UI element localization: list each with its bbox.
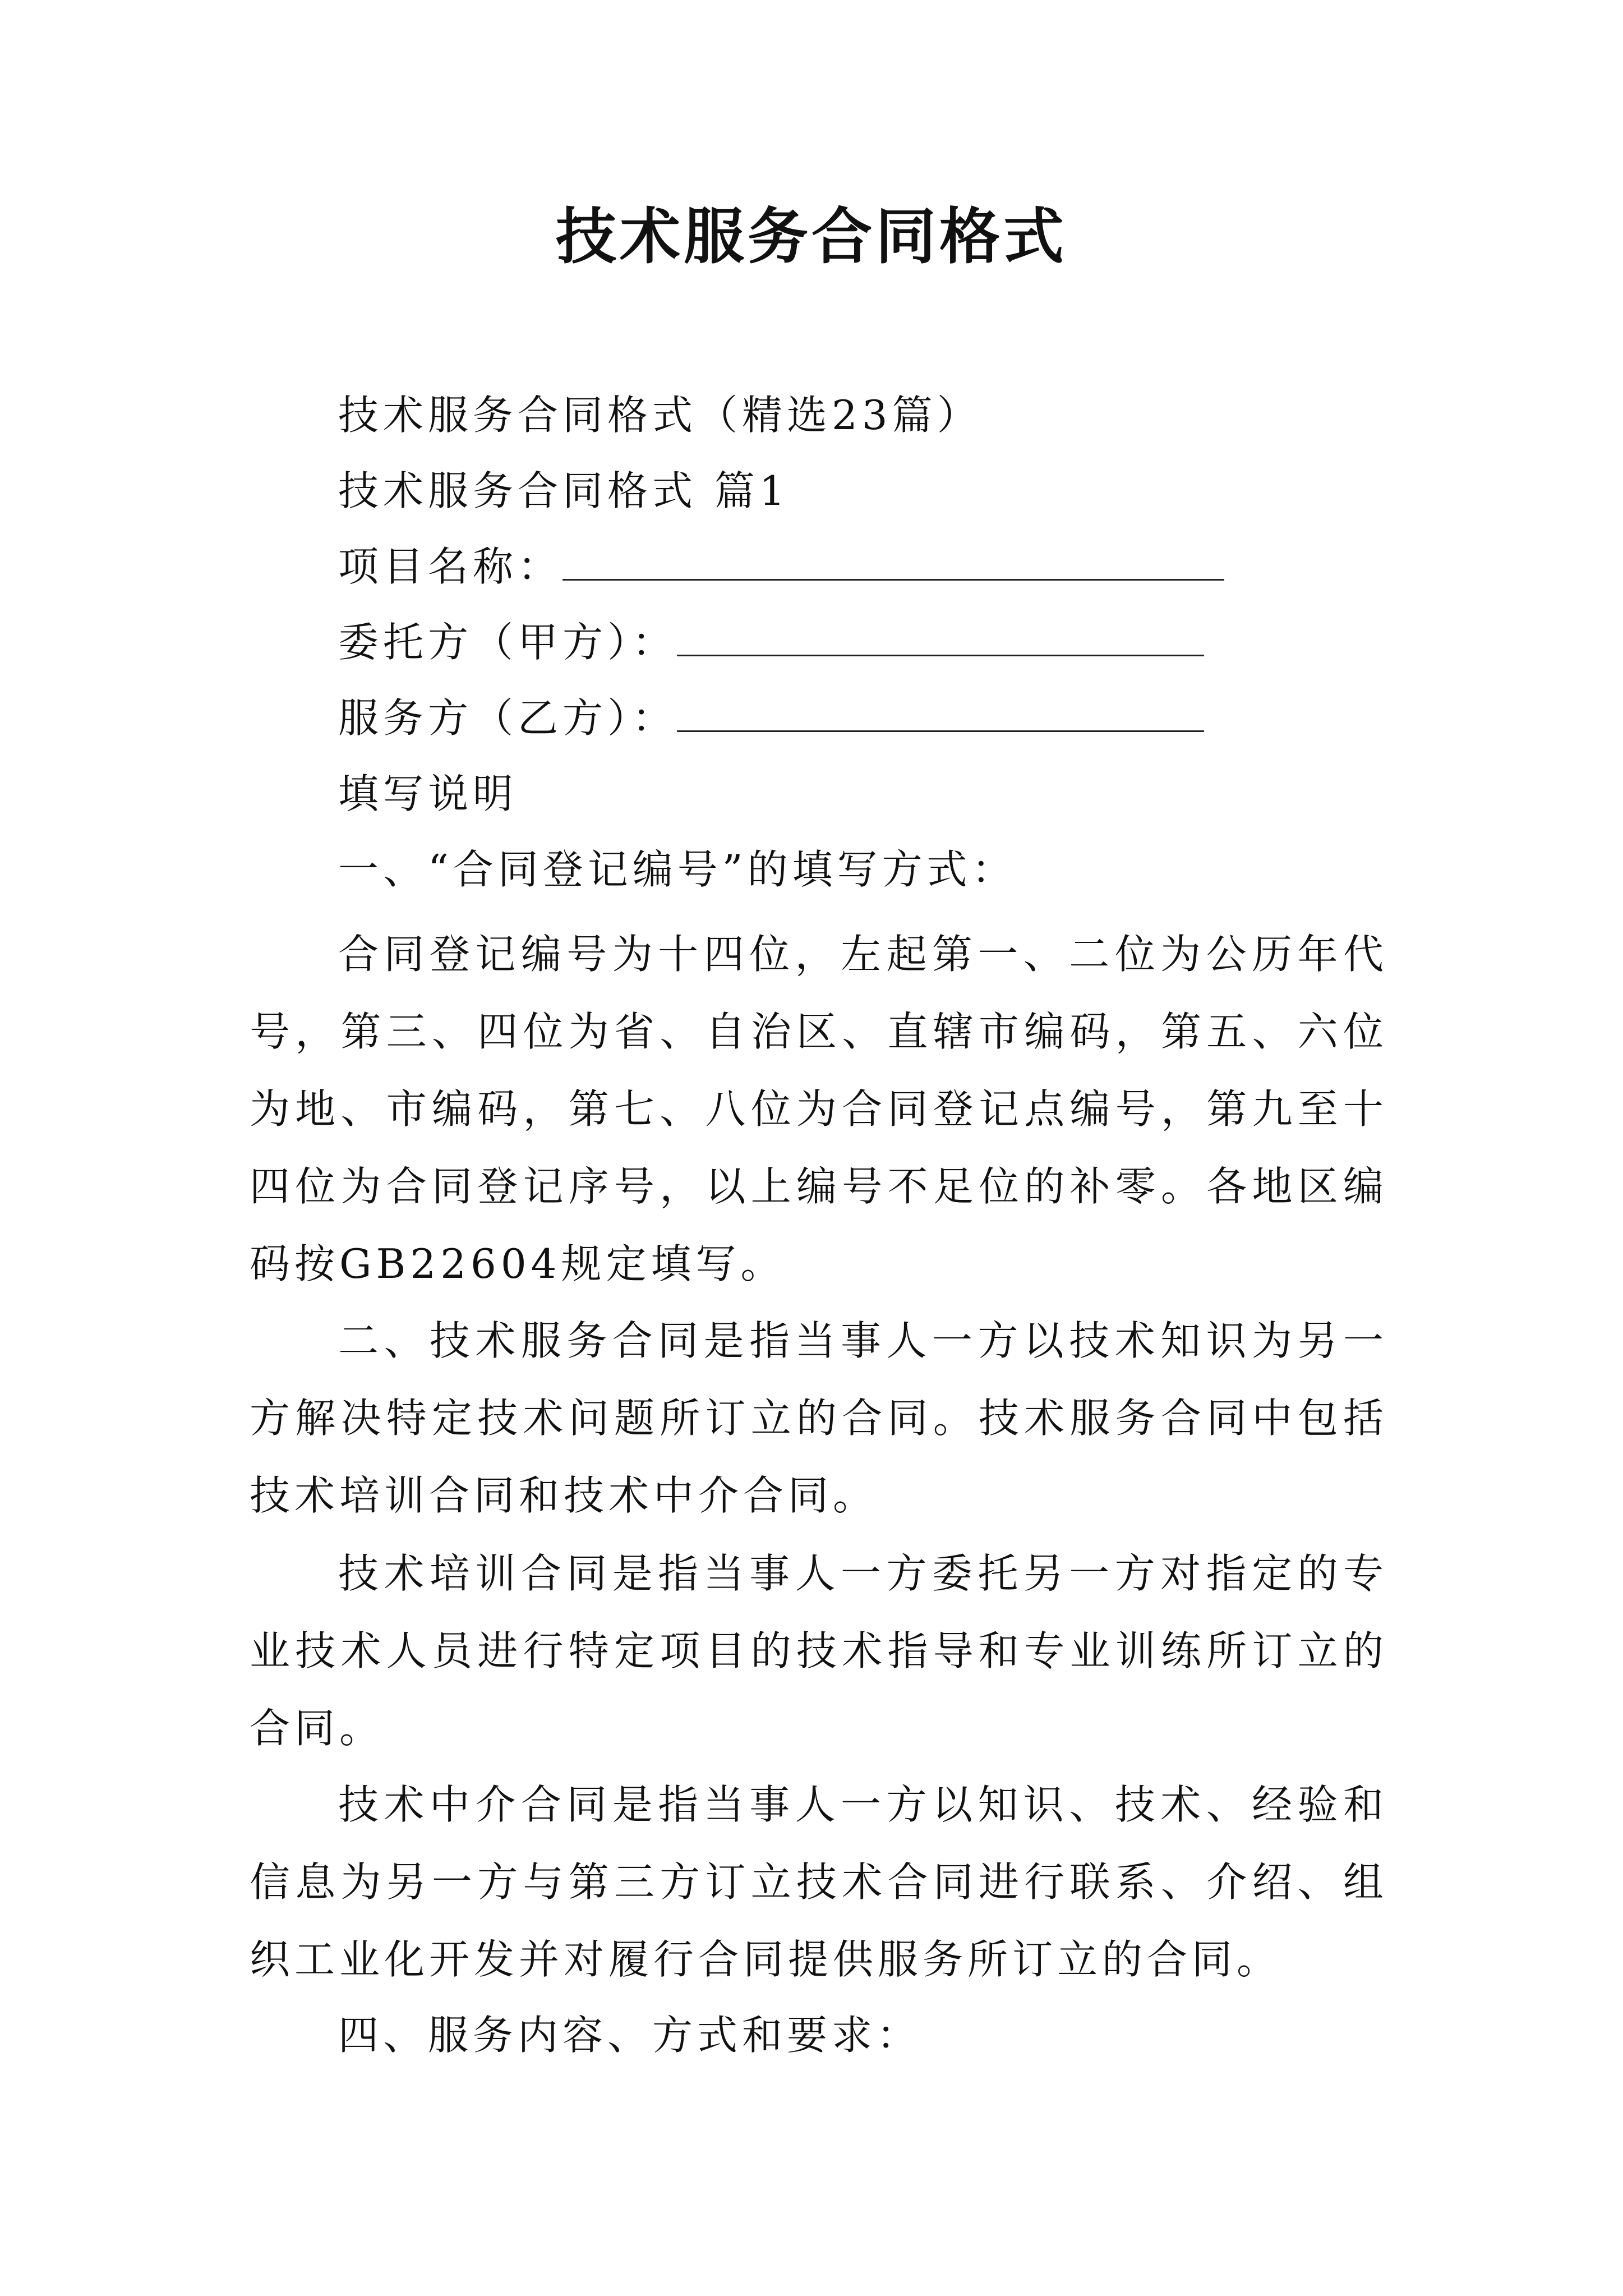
document-subtitle: 技术服务合同格式（精选23篇） [338, 392, 982, 439]
paragraph-service-contract-definition: 二、技术服务合同是指当事人一方以技术知识为另一方解决特定技术问题所订立的合同。技术服务合同中包括技术培训合同和技术中介合同。 [250, 1317, 1388, 1519]
client-party-label: 委托方（甲方）： [338, 619, 677, 666]
paragraph-intermediary-contract: 技术中介合同是指当事人一方以知识、技术、经验和信息为另一方与第三方订立技术合同进行联系、介绍、组织工业化开发并对履行合同提供服务所订立的合同。 [250, 1781, 1388, 1983]
item-1-heading: 一、“合同登记编号”的填写方式： [338, 846, 1017, 893]
paragraph-registration-number: 合同登记编号为十四位，左起第一、二位为公历年代号，第三、四位为省、自治区、直辖市编码，第五、六位为地、市编码，第七、八位为合同登记点编号，第九至十四位为合同登记序号，以上编号不足位的补零。各地区编码按GB22604规定填写。 [250, 931, 1388, 1287]
service-party-label: 服务方（乙方）： [338, 694, 677, 742]
project-name-field [338, 539, 1224, 595]
document-title: 技术服务合同格式 [555, 201, 1067, 272]
section-heading: 技术服务合同格式 篇1 [338, 467, 790, 514]
client-party-blank [677, 621, 1204, 656]
paragraph-training-contract: 技术培训合同是指当事人一方委托另一方对指定的专业技术人员进行特定项目的技术指导和专业训练所订立的合同。 [250, 1550, 1388, 1752]
instructions-heading: 填写说明 [338, 770, 518, 817]
project-name-label: 项目名称： [338, 543, 563, 590]
service-party-field [338, 690, 1204, 746]
item-4-heading: 四、服务内容、方式和要求： [338, 2012, 922, 2059]
client-party-field [338, 614, 1204, 670]
project-name-blank [562, 545, 1224, 581]
service-party-blank [677, 697, 1204, 732]
